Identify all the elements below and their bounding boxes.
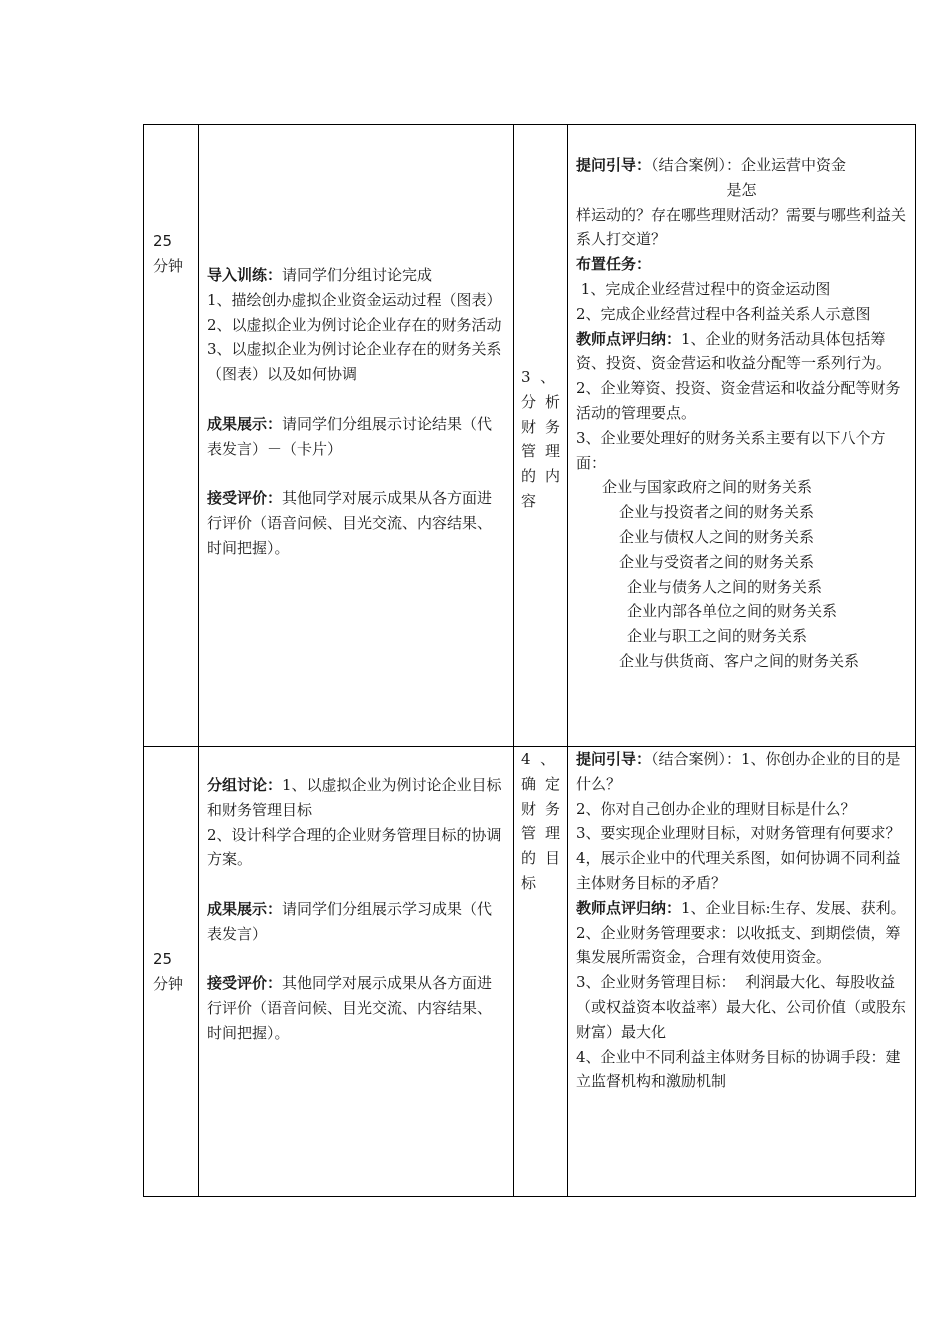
review-text: 2、企业财务管理要求：以收抵支、到期偿债，筹集发展所需资金，合理有效使用资金。 bbox=[576, 923, 901, 967]
activity-item: 2、设计科学合理的企业财务管理目标的协调方案。 bbox=[207, 825, 502, 869]
task-item: 1、完成企业经营过程中的资金运动图 bbox=[576, 279, 831, 298]
relation-item: 企业与投资者之间的财务关系 bbox=[619, 503, 815, 522]
lesson-plan-table bbox=[143, 124, 916, 1197]
task-item: 2、完成企业经营过程中各利益关系人示意图 bbox=[576, 304, 871, 323]
time-value: 25 bbox=[153, 949, 173, 968]
review-text: 4、企业中不同利益主体财务目标的协调手段：建立监督机构和激励机制 bbox=[576, 1047, 901, 1091]
relation-item: 企业与供货商、客户之间的财务关系 bbox=[619, 651, 860, 670]
table-row bbox=[144, 747, 916, 1197]
relation-item: 企业与债权人之间的财务关系 bbox=[619, 527, 815, 546]
review-heading: 教师点评归纳： bbox=[576, 329, 682, 348]
question-text: （结合案例）：1、你创办企业的目的是什么？ bbox=[576, 750, 901, 793]
unit-number: 4 、 bbox=[521, 750, 556, 768]
unit-title-line: 容 bbox=[521, 491, 537, 510]
show-text: 请同学们分组展示学习成果（代表发言） bbox=[207, 899, 493, 943]
teacher-activity-cell bbox=[568, 747, 916, 1197]
unit-title-line: 标 bbox=[521, 873, 537, 892]
eval-text: 其他同学对展示成果从各方面进行评价（语音问候、目光交流、内容结果、时间把握）。 bbox=[207, 489, 493, 557]
unit-title-line: 的目 bbox=[521, 849, 560, 868]
activity-item: 3、以虚拟企业为例讨论企业存在的财务关系（图表）以及如何协调 bbox=[207, 340, 502, 384]
activity-item: 2、以虚拟企业为例讨论企业存在的财务活动 bbox=[207, 315, 502, 334]
teacher-activity-cell bbox=[568, 125, 916, 747]
activity-item: 1、描绘创办虚拟企业资金运动过程（图表） bbox=[207, 290, 502, 309]
unit-title-line: 管理 bbox=[521, 824, 560, 843]
time-unit: 分钟 bbox=[153, 256, 184, 275]
question-text: 是怎 bbox=[726, 180, 757, 199]
time-cell bbox=[144, 125, 199, 747]
show-heading: 成果展示： bbox=[207, 899, 283, 918]
unit-cell bbox=[514, 747, 568, 1197]
relation-item: 企业与债务人之间的财务关系 bbox=[627, 577, 823, 596]
show-text: 请同学们分组展示讨论结果（代表发言）－（卡片） bbox=[207, 414, 493, 458]
unit-title-line: 财务 bbox=[521, 417, 560, 436]
review-text: 3、企业财务管理目标： 利润最大化、每股收益（或权益资本收益率）最大化、公司价值（或股东财富）最大化 bbox=[576, 973, 907, 1041]
training-text: 请同学们分组讨论完成 bbox=[282, 266, 433, 284]
unit-title-line: 管理 bbox=[521, 442, 560, 461]
eval-heading: 接受评价： bbox=[207, 974, 283, 993]
question-heading: 提问引导： bbox=[576, 156, 652, 174]
question-text: （结合案例）：企业运营中资金 bbox=[651, 156, 847, 174]
relation-item: 企业内部各单位之间的财务关系 bbox=[627, 602, 838, 621]
review-text: 1、企业的财务活动具体包括筹资、投资、资金营运和收益分配等一系列行为。 bbox=[576, 329, 892, 373]
time-cell bbox=[144, 747, 199, 1197]
question-item: 3、要实现企业理财目标，对财务管理有何要求？ bbox=[576, 824, 901, 843]
eval-heading: 接受评价： bbox=[207, 489, 283, 508]
table-row bbox=[144, 125, 916, 747]
time-unit: 分钟 bbox=[153, 974, 184, 993]
student-activity-cell bbox=[199, 125, 514, 747]
question-item: 4，展示企业中的代理关系图，如何协调不同利益主体财务目标的矛盾？ bbox=[576, 849, 901, 892]
task-heading: 布置任务： bbox=[576, 255, 652, 274]
show-heading: 成果展示： bbox=[207, 414, 283, 433]
student-activity-cell bbox=[199, 747, 514, 1197]
unit-title-line: 的内 bbox=[521, 467, 560, 486]
unit-title-line: 财务 bbox=[521, 799, 560, 818]
eval-text: 其他同学对展示成果从各方面进行评价（语音问候、目光交流、内容结果、时间把握）。 bbox=[207, 974, 493, 1042]
unit-number: 3 、 bbox=[521, 368, 556, 386]
discuss-heading: 分组讨论： bbox=[207, 776, 283, 794]
unit-title-line: 分析 bbox=[521, 392, 560, 411]
review-text: 1、企业目标:生存、发展、获利。 bbox=[681, 898, 906, 917]
review-text: 2、企业筹资、投资、资金营运和收益分配等财务活动的管理要点。 bbox=[576, 379, 901, 422]
relation-item: 企业与国家政府之间的财务关系 bbox=[602, 478, 813, 497]
discuss-text: 1、以虚拟企业为例讨论企业目标和财务管理目标 bbox=[207, 776, 502, 819]
question-heading: 提问引导： bbox=[576, 750, 652, 768]
unit-title-line: 确定 bbox=[521, 774, 560, 793]
review-heading: 教师点评归纳： bbox=[576, 898, 682, 917]
relation-item: 企业与受资者之间的财务关系 bbox=[619, 552, 815, 571]
time-value: 25 bbox=[153, 232, 173, 250]
question-item: 2、你对自己创办企业的理财目标是什么？ bbox=[576, 799, 856, 818]
relation-item: 企业与职工之间的财务关系 bbox=[627, 627, 808, 646]
question-text: 样运动的？存在哪些理财活动？需要与哪些利益关系人打交道？ bbox=[576, 205, 907, 249]
review-text: 3、企业要处理好的财务关系主要有以下八个方面： bbox=[576, 428, 886, 472]
training-heading: 导入训练： bbox=[207, 266, 283, 284]
unit-cell bbox=[514, 125, 568, 747]
